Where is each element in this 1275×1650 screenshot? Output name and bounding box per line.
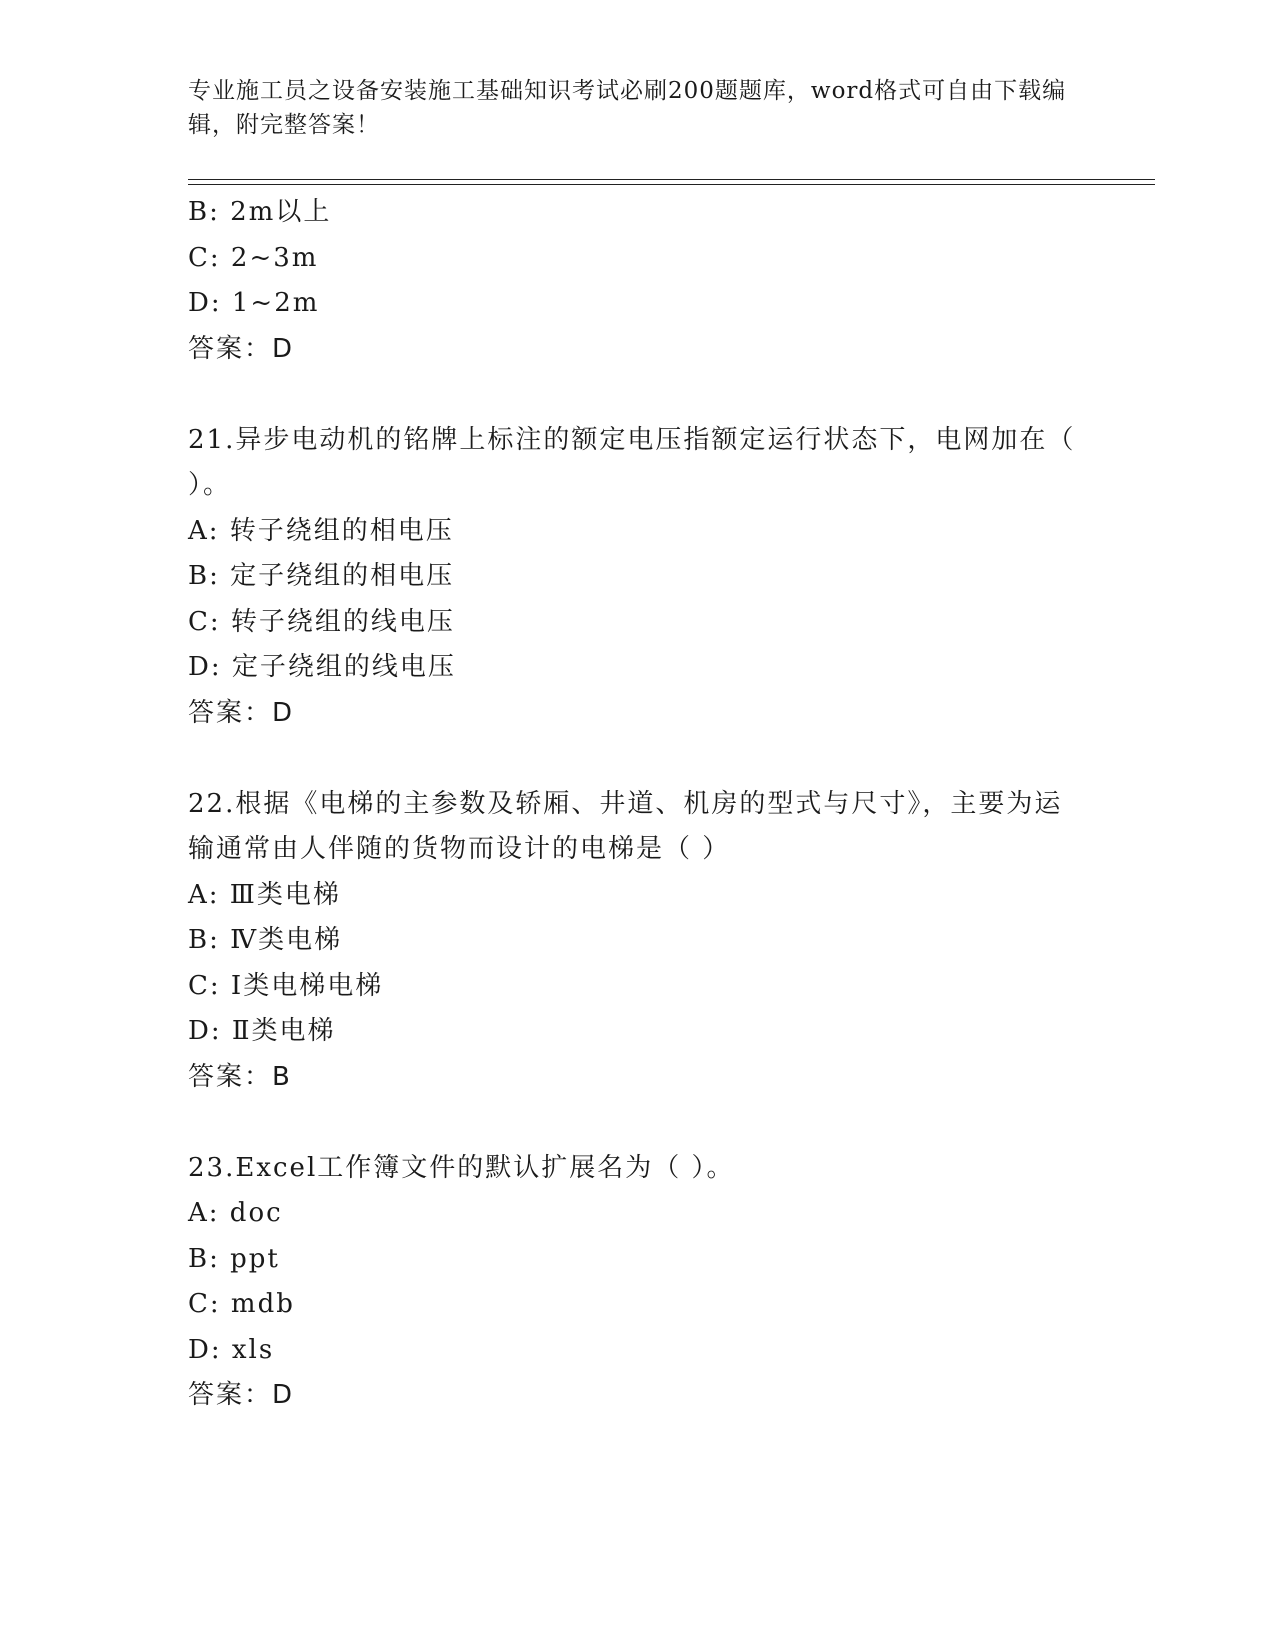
option-b: B: ppt: [188, 1243, 280, 1274]
option-d: D: 定子绕组的线电压: [188, 652, 456, 682]
option-b: B: Ⅳ类电梯: [188, 925, 343, 955]
option-c: C: mdb: [188, 1289, 295, 1319]
option-c: C: 转子绕组的线电压: [188, 606, 455, 637]
question-stem: 22.根据《电梯的主参数及轿厢、井道、机房的型式与尺寸》，主要为运输通常由人伴随的货物而设计的电梯是（ ）: [188, 788, 1063, 864]
option-c: C: Ⅰ类电梯电梯: [188, 970, 384, 1001]
question-stem: 23.Excel工作簿文件的默认扩展名为（ ）。: [188, 1152, 735, 1183]
question-stem: 21.异步电动机的铭牌上标注的额定电压指额定运行状态下，电网加在（ ）。: [188, 424, 1076, 500]
option-d: D: 1~2m: [188, 288, 320, 318]
option-b: B: 2m以上: [188, 197, 332, 227]
option-d: D: xls: [188, 1334, 275, 1365]
option-a: A: 转子绕组的相电压: [188, 515, 454, 546]
answer-line: 答案：D: [188, 1380, 295, 1410]
question-block-22: [188, 782, 1078, 1101]
spacer: [188, 736, 1078, 782]
question-block-23: [188, 1146, 1078, 1419]
option-c: C: 2~3m: [188, 242, 319, 273]
question-block-previous: [188, 190, 1078, 372]
answer-line: 答案：D: [188, 333, 295, 364]
document-header: 专业施工员之设备安装施工基础知识考试必刷200题题库，word格式可自由下载编辑，附完整答案！: [188, 78, 1067, 138]
header-divider-secondary: [188, 184, 1155, 185]
question-block-21: [188, 418, 1078, 737]
option-d: D: Ⅱ类电梯: [188, 1016, 336, 1046]
header-divider: [188, 179, 1155, 180]
option-b: B: 定子绕组的相电压: [188, 561, 455, 591]
answer-line: 答案：B: [188, 1061, 292, 1092]
answer-line: 答案：D: [188, 697, 295, 728]
spacer: [188, 1100, 1078, 1146]
spacer: [188, 372, 1078, 418]
option-a: A: Ⅲ类电梯: [188, 879, 341, 910]
option-a: A: doc: [188, 1198, 283, 1228]
document-body: [188, 190, 1078, 1419]
